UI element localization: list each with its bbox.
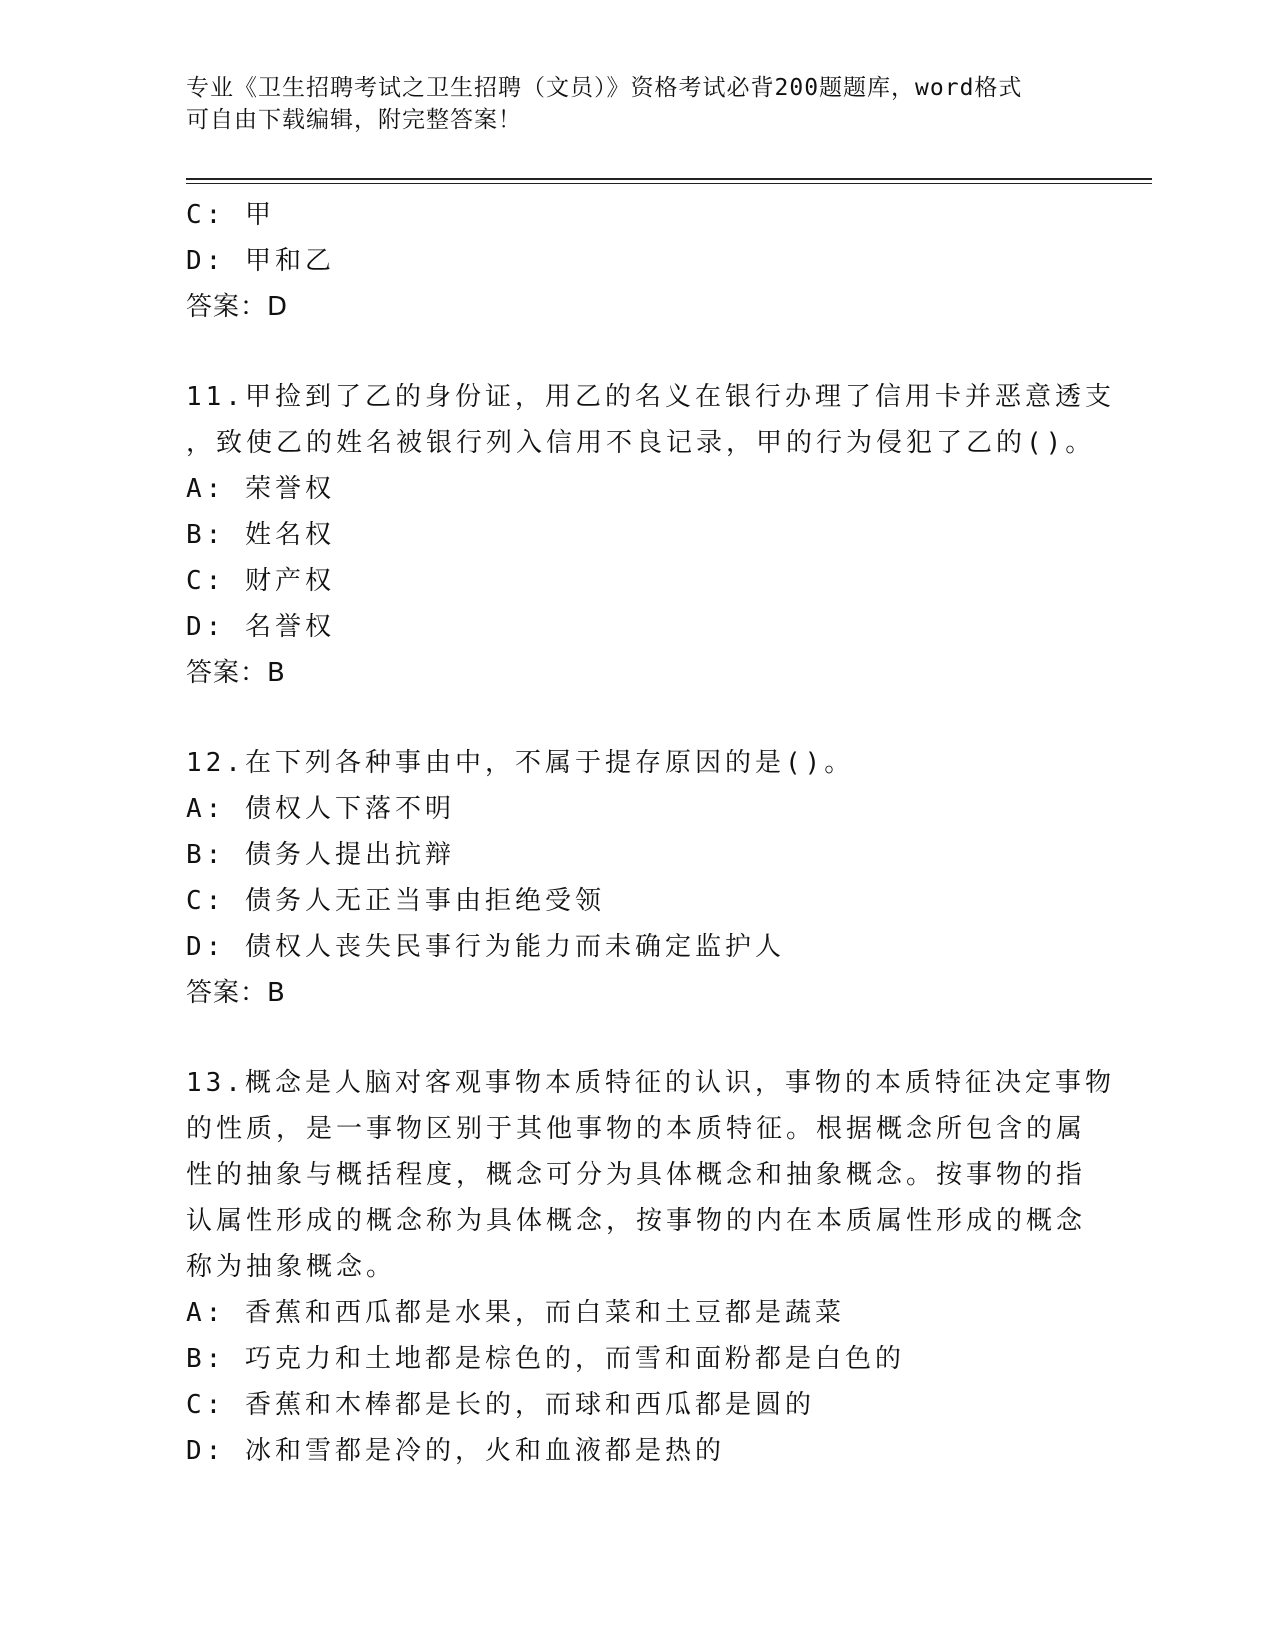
- option-b: B: 巧克力和土地都是棕色的，而雪和面粉都是白色的: [186, 1344, 905, 1374]
- header-title-line-1: 专业《卫生招聘考试之卫生招聘（文员）》资格考试必背200题题库，word格式: [186, 75, 1023, 101]
- question-11: [186, 374, 1115, 696]
- question-text-line: 性的抽象与概括程度，概念可分为具体概念和抽象概念。按事物的指: [186, 1160, 1087, 1190]
- question-13: [186, 1060, 1115, 1474]
- option-b: B: 姓名权: [186, 520, 335, 550]
- question-text-line: 称为抽象概念。: [186, 1252, 397, 1282]
- option-a: A: 荣誉权: [186, 474, 335, 504]
- answer: 答案：D: [186, 292, 289, 322]
- question-text-line: 认属性形成的概念称为具体概念，按事物的内在本质属性形成的概念: [186, 1206, 1087, 1236]
- option-d: D: 债权人丧失民事行为能力而未确定监护人: [186, 932, 785, 962]
- question-10-continued: [186, 192, 1086, 330]
- spacer: [186, 1016, 1086, 1060]
- option-a: A: 香蕉和西瓜都是水果，而白菜和土豆都是蔬菜: [186, 1298, 845, 1328]
- option-d: D: 甲和乙: [186, 246, 335, 276]
- spacer: [186, 330, 1086, 374]
- option-c: C: 香蕉和木棒都是长的，而球和西瓜都是圆的: [186, 1390, 815, 1420]
- header-divider-thin: [186, 183, 1152, 184]
- answer: 答案：B: [186, 978, 286, 1008]
- option-a: A: 债权人下落不明: [186, 794, 455, 824]
- page-header: [186, 72, 1066, 136]
- spacer: [186, 696, 1086, 740]
- option-c: C: 财产权: [186, 566, 335, 596]
- answer: 答案：B: [186, 658, 286, 688]
- option-c: C: 债务人无正当事由拒绝受领: [186, 886, 605, 916]
- question-12: [186, 740, 1086, 1016]
- question-text-line: 11.甲捡到了乙的身份证，用乙的名义在银行办理了信用卡并恶意透支: [186, 382, 1115, 412]
- header-title-line-2: 可自由下载编辑，附完整答案！: [186, 107, 522, 133]
- option-b: B: 债务人提出抗辩: [186, 840, 455, 870]
- header-divider-thick: [186, 178, 1152, 180]
- question-text-line: ，致使乙的姓名被银行列入信用不良记录，甲的行为侵犯了乙的()。: [186, 428, 1096, 458]
- question-text-line: 12.在下列各种事由中，不属于提存原因的是()。: [186, 748, 855, 778]
- question-text-line: 13.概念是人脑对客观事物本质特征的认识，事物的本质特征决定事物: [186, 1068, 1115, 1098]
- option-d: D: 冰和雪都是冷的，火和血液都是热的: [186, 1436, 725, 1466]
- option-d: D: 名誉权: [186, 612, 335, 642]
- question-text-line: 的性质，是一事物区别于其他事物的本质特征。根据概念所包含的属: [186, 1114, 1087, 1144]
- document-body: [186, 192, 1115, 1474]
- option-c: C: 甲: [186, 200, 275, 230]
